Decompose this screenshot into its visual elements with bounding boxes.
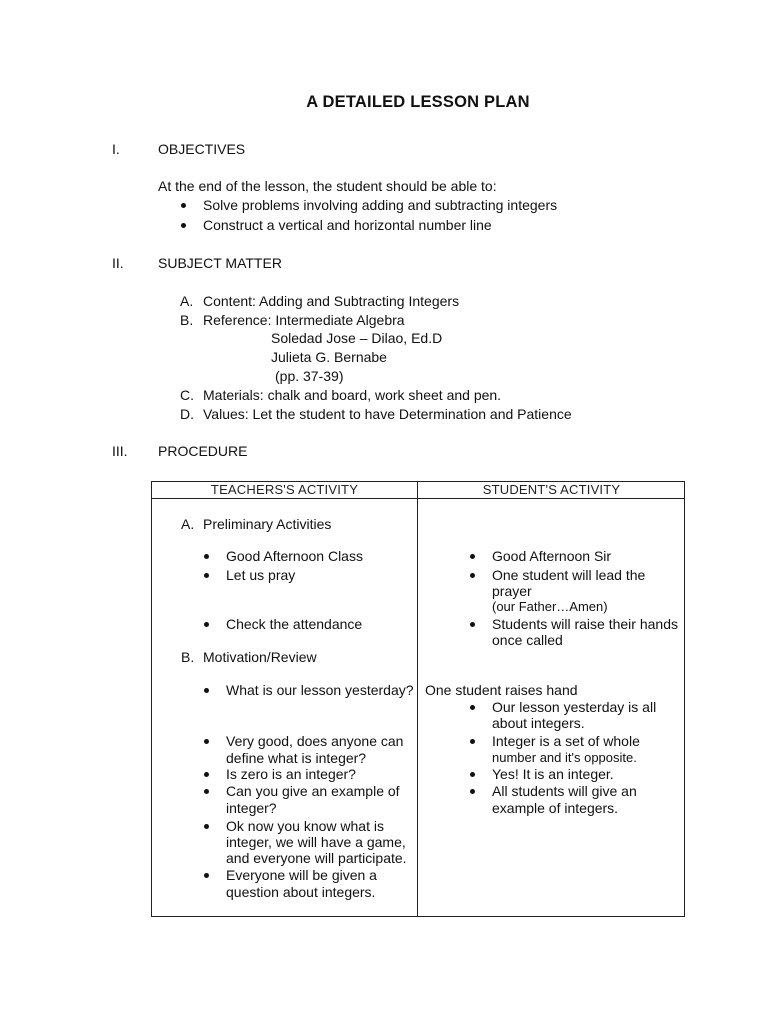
bullet-icon: [204, 622, 209, 627]
student-line: One student raises hand: [425, 682, 578, 698]
teacher-line: Very good, does anyone can: [226, 733, 404, 749]
bullet-icon: [470, 789, 475, 794]
bullet-icon: [470, 554, 475, 559]
subject-materials: Materials: chalk and board, work sheet and pen.: [203, 387, 502, 403]
list-letter: A.: [180, 293, 194, 309]
student-line: about integers.: [492, 715, 585, 731]
list-letter: B.: [180, 312, 194, 328]
list-letter: A.: [181, 516, 195, 532]
teacher-line: Good Afternoon Class: [226, 548, 363, 564]
document-title: A DETAILED LESSON PLAN: [306, 93, 530, 111]
objective-item: Solve problems involving adding and subtracting integers: [203, 197, 558, 213]
teacher-line: integer?: [226, 800, 277, 816]
teacher-line: and everyone will participate.: [226, 850, 407, 866]
student-line: One student will lead the: [492, 567, 646, 583]
student-line: Good Afternoon Sir: [492, 548, 612, 564]
bullet-icon: [181, 203, 186, 208]
student-line: Our lesson yesterday is all: [492, 699, 657, 715]
list-letter: D.: [180, 406, 194, 422]
teacher-line: Ok now you know what is: [226, 818, 384, 834]
section-numeral-procedure: III.: [112, 443, 128, 459]
bullet-icon: [204, 739, 209, 744]
teacher-line: integer, we will have a game,: [226, 834, 406, 850]
teacher-line: Check the attendance: [226, 616, 363, 632]
objectives-intro: At the end of the lesson, the student should be able to:: [158, 178, 497, 194]
bullet-icon: [204, 772, 209, 777]
bullet-icon: [204, 554, 209, 559]
motivation-review-heading: Motivation/Review: [203, 649, 317, 665]
section-heading-procedure: PROCEDURE: [158, 443, 248, 459]
bullet-icon: [204, 824, 209, 829]
section-heading-subject-matter: SUBJECT MATTER: [158, 255, 282, 271]
teacher-line: What is our lesson yesterday?: [226, 682, 414, 698]
subject-reference: Reference: Intermediate Algebra: [203, 312, 405, 328]
teacher-line: Is zero is an integer?: [226, 766, 356, 782]
student-line: Students will raise their hands: [492, 616, 678, 632]
bullet-icon: [204, 873, 209, 878]
bullet-icon: [470, 772, 475, 777]
section-numeral-subject-matter: II.: [112, 255, 124, 271]
teacher-line: define what is integer?: [226, 750, 367, 766]
student-line: number and it's opposite.: [492, 750, 637, 765]
bullet-icon: [470, 739, 475, 744]
teacher-line: Everyone will be given a: [226, 867, 377, 883]
student-line: once called: [492, 632, 563, 648]
bullet-icon: [470, 573, 475, 578]
bullet-icon: [181, 223, 186, 228]
list-letter: C.: [180, 387, 194, 403]
subject-content: Content: Adding and Subtracting Integers: [203, 293, 460, 309]
teacher-line: question about integers.: [226, 884, 376, 900]
reference-author: Julieta G. Bernabe: [271, 349, 387, 365]
bullet-icon: [470, 705, 475, 710]
section-numeral-objectives: I.: [112, 141, 120, 157]
bullet-icon: [204, 688, 209, 693]
table-column-divider: [417, 481, 418, 917]
student-column-header: STUDENT'S ACTIVITY: [482, 482, 621, 497]
bullet-icon: [204, 573, 209, 578]
bullet-icon: [470, 622, 475, 627]
section-heading-objectives: OBJECTIVES: [158, 141, 246, 157]
student-line: (our Father…Amen): [492, 599, 608, 614]
student-line: prayer: [492, 583, 532, 599]
student-line: All students will give an: [492, 783, 637, 799]
table-header-divider: [151, 498, 685, 499]
teacher-line: Let us pray: [226, 567, 296, 583]
bullet-icon: [204, 789, 209, 794]
list-letter: B.: [181, 649, 195, 665]
objective-item: Construct a vertical and horizontal number line: [203, 217, 492, 233]
student-line: Yes! It is an integer.: [492, 766, 614, 782]
student-line: Integer is a set of whole: [492, 733, 640, 749]
reference-author: Soledad Jose – Dilao, Ed.D: [271, 330, 443, 346]
reference-pages: (pp. 37-39): [275, 368, 344, 384]
preliminary-activities-heading: Preliminary Activities: [203, 516, 332, 532]
student-line: example of integers.: [492, 800, 619, 816]
teacher-line: Can you give an example of: [226, 783, 400, 799]
subject-values: Values: Let the student to have Determination and Patience: [203, 406, 572, 422]
teacher-column-header: TEACHERS'S ACTIVITY: [210, 482, 359, 497]
